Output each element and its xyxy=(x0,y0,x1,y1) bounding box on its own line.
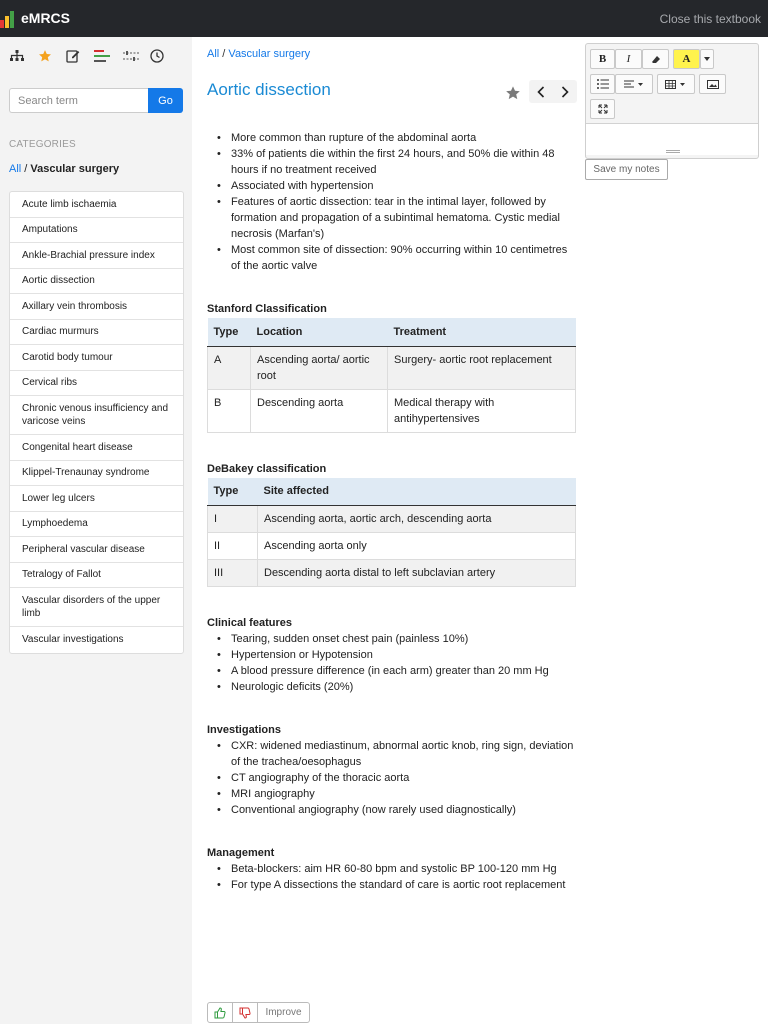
editor-toolbar-row-1 xyxy=(590,49,714,69)
table-row xyxy=(208,533,576,560)
table-cell: I xyxy=(208,506,258,533)
list-item: • Tearing, sudden onset chest pain (painless 10%) xyxy=(231,631,577,647)
list-item: • Associated with hypertension xyxy=(231,178,577,194)
intro-list xyxy=(207,130,577,274)
category-item[interactable]: Carotid body tumour xyxy=(10,345,183,371)
sidebar xyxy=(0,37,192,1024)
list-item: • CT angiography of the thoracic aorta xyxy=(231,770,577,786)
breadcrumb-all[interactable]: All xyxy=(207,48,220,60)
category-item[interactable]: Cervical ribs xyxy=(10,371,183,397)
category-crumb-current: Vascular surgery xyxy=(30,163,120,175)
highlight-dropdown[interactable] xyxy=(700,49,714,69)
list-item: • More common than rupture of the abdominal aorta xyxy=(231,130,577,146)
categories-heading: CATEGORIES xyxy=(9,139,76,150)
star-icon[interactable] xyxy=(38,47,66,65)
resize-handle[interactable] xyxy=(666,150,680,153)
category-item[interactable]: Peripheral vascular disease xyxy=(10,537,183,563)
category-item[interactable]: Aortic dissection xyxy=(10,269,183,295)
page-title: Aortic dissection xyxy=(207,80,331,99)
table-row xyxy=(208,346,576,389)
list-item: • Most common site of dissection: 90% occurring within 10 centimetres of the aortic valve xyxy=(231,242,577,274)
next-article-button[interactable] xyxy=(553,80,577,103)
thumbs-up-icon xyxy=(214,1007,226,1019)
category-item[interactable]: Lymphoedema xyxy=(10,512,183,538)
article-body xyxy=(207,130,577,893)
list-item: • Hypertension or Hypotension xyxy=(231,647,577,663)
app-name[interactable]: eMRCS xyxy=(21,10,71,26)
chevron-left-icon xyxy=(537,86,545,98)
search-input[interactable] xyxy=(9,88,148,113)
category-crumb-all[interactable]: All xyxy=(9,163,22,175)
table-cell: II xyxy=(208,533,258,560)
chevron-right-icon xyxy=(561,86,569,98)
sitemap-icon[interactable] xyxy=(10,47,38,65)
category-item[interactable]: Vascular disorders of the upper limb xyxy=(10,588,183,627)
bold-button[interactable]: B xyxy=(590,49,615,69)
list-item: • Beta-blockers: aim HR 60-80 bpm and systolic BP 100-120 mm Hg xyxy=(231,861,577,877)
breadcrumb-separator: / xyxy=(222,48,226,60)
thumbs-down-icon xyxy=(239,1007,251,1019)
save-notes-button[interactable]: Save my notes xyxy=(585,159,668,180)
table-header: Site affected xyxy=(258,478,576,506)
table-cell: Ascending aorta only xyxy=(258,533,576,560)
editor-toolbar-row-3 xyxy=(590,99,615,119)
table-cell: Ascending aorta/ aortic root xyxy=(251,346,388,389)
bullet-list-button[interactable] xyxy=(590,74,615,94)
thumbs-up-button[interactable] xyxy=(208,1003,233,1022)
improve-button[interactable]: Improve xyxy=(265,1007,302,1018)
debakey-table xyxy=(207,478,576,588)
category-item[interactable]: Lower leg ulcers xyxy=(10,486,183,512)
fullscreen-button[interactable] xyxy=(590,99,615,119)
category-item[interactable]: Klippel-Trenaunay syndrome xyxy=(10,461,183,487)
table-row xyxy=(208,506,576,533)
clinical-features-list xyxy=(207,631,577,695)
list-item: • CXR: widened mediastinum, abnormal aortic knob, ring sign, deviation of the trachea/oesophagus xyxy=(231,738,577,770)
table-header: Type xyxy=(208,318,251,346)
list-bars-icon[interactable] xyxy=(94,47,122,65)
editor-toolbar-row-2 xyxy=(590,74,726,94)
crumb-separator: / xyxy=(24,163,28,175)
caret-down-icon xyxy=(704,57,710,61)
category-item[interactable]: Axillary vein thrombosis xyxy=(10,294,183,320)
table-cell: Surgery- aortic root replacement xyxy=(388,346,576,389)
list-item: • 33% of patients die within the first 24 hours, and 50% die within 48 hours if no treatment received xyxy=(231,146,577,178)
previous-article-button[interactable] xyxy=(529,80,553,103)
list-item: • MRI angiography xyxy=(231,786,577,802)
table-header: Treatment xyxy=(388,318,576,346)
category-item[interactable]: Amputations xyxy=(10,218,183,244)
sidebar-toolbar xyxy=(10,47,178,65)
search-go-button[interactable]: Go xyxy=(148,88,183,113)
category-item[interactable]: Cardiac murmurs xyxy=(10,320,183,346)
highlight-color-button[interactable]: A xyxy=(673,49,700,69)
emrcs-logo-icon xyxy=(0,8,15,28)
top-bar xyxy=(0,0,768,37)
list-icon xyxy=(597,79,609,89)
table-cell: A xyxy=(208,346,251,389)
table-cell: Ascending aorta, aortic arch, descending aorta xyxy=(258,506,576,533)
image-icon xyxy=(707,80,719,89)
category-item[interactable]: Chronic venous insufficiency and varicose veins xyxy=(10,396,183,435)
table-row xyxy=(208,389,576,432)
stanford-title: Stanford Classification xyxy=(207,303,327,315)
notes-editor xyxy=(585,43,759,159)
list-item: • Features of aortic dissection: tear in the intimal layer, followed by formation and propagation of a subintimal hematoma. Cystic medial necrosis (Marfan's) xyxy=(231,194,577,242)
category-item[interactable]: Ankle-Brachial pressure index xyxy=(10,243,183,269)
category-item[interactable]: Vascular investigations xyxy=(22,634,124,646)
table-cell: III xyxy=(208,560,258,587)
list-item: • Conventional angiography (now rarely used diagnostically) xyxy=(231,802,577,818)
investigations-list xyxy=(207,738,577,818)
search-bar xyxy=(9,88,183,113)
align-left-icon xyxy=(624,80,644,88)
table-header: Type xyxy=(208,478,258,506)
table-cell: Medical therapy with antihypertensives xyxy=(388,389,576,432)
list-item: • Neurologic deficits (20%) xyxy=(231,679,577,695)
category-list xyxy=(9,191,184,654)
investigations-title: Investigations xyxy=(207,724,281,736)
notes-textarea[interactable] xyxy=(586,123,758,155)
table-cell: Descending aorta xyxy=(251,389,388,432)
table-cell: B xyxy=(208,389,251,432)
italic-button[interactable]: I xyxy=(615,49,642,69)
close-textbook-link[interactable]: Close this textbook xyxy=(659,12,761,26)
debakey-title: DeBakey classification xyxy=(207,462,327,475)
edit-icon[interactable] xyxy=(66,47,94,65)
list-item: • For type A dissections the standard of care is aortic root replacement xyxy=(231,877,577,893)
clear-format-button[interactable] xyxy=(642,49,669,69)
clock-icon[interactable] xyxy=(150,47,178,65)
table-header-row xyxy=(208,318,576,346)
management-title: Management xyxy=(207,847,275,859)
breadcrumb xyxy=(207,48,310,60)
eraser-icon xyxy=(651,54,661,64)
thumbs-down-button[interactable] xyxy=(233,1003,258,1022)
table-header: Location xyxy=(251,318,388,346)
clinical-features-title: Clinical features xyxy=(207,617,292,629)
timeline-icon[interactable] xyxy=(122,47,150,65)
table-dropdown-button[interactable] xyxy=(657,74,695,94)
article-nav xyxy=(529,80,577,103)
category-item[interactable]: Acute limb ischaemia xyxy=(10,192,183,218)
management-list xyxy=(207,861,577,893)
feedback-group xyxy=(207,1002,310,1023)
insert-image-button[interactable] xyxy=(699,74,726,94)
stanford-table xyxy=(207,318,576,433)
breadcrumb-vascular-surgery[interactable]: Vascular surgery xyxy=(228,48,311,60)
align-dropdown-button[interactable] xyxy=(615,74,653,94)
category-breadcrumb xyxy=(9,163,119,175)
expand-icon xyxy=(598,104,608,114)
category-item[interactable]: Congenital heart disease xyxy=(10,435,183,461)
table-header-row xyxy=(208,478,576,506)
table-cell: Descending aorta distal to left subclavian artery xyxy=(258,560,576,587)
table-icon xyxy=(665,80,687,89)
list-item: • A blood pressure difference (in each arm) greater than 20 mm Hg xyxy=(231,663,577,679)
favourite-star-icon[interactable] xyxy=(505,85,523,103)
category-item[interactable]: Tetralogy of Fallot xyxy=(10,563,183,589)
table-row xyxy=(208,560,576,587)
